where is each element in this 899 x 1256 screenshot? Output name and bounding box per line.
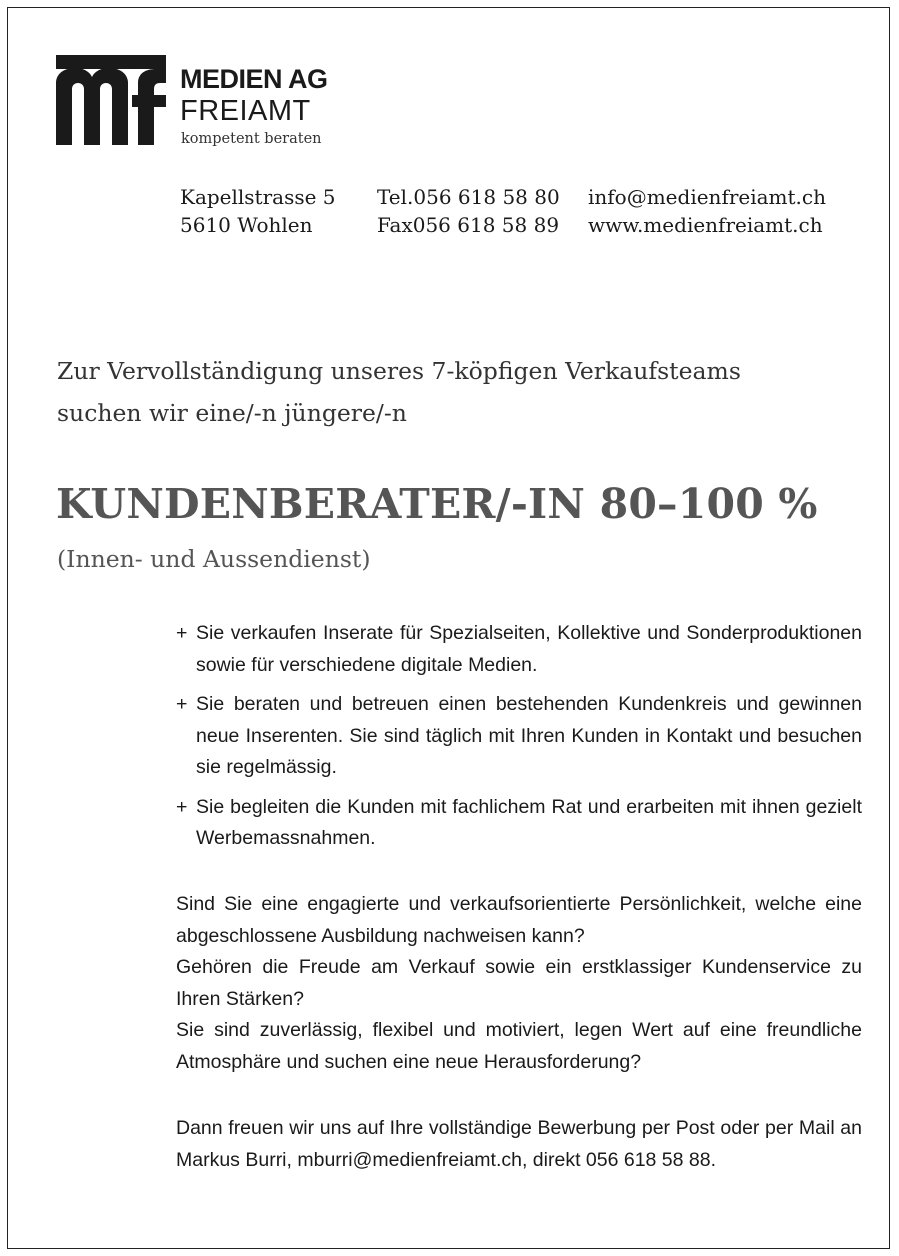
contact-phones xyxy=(377,183,560,239)
contact-city: 5610 Wohlen xyxy=(180,213,313,237)
list-item-text: Sie begleiten die Kunden mit fachlichem Rat und erarbeiten mit ihnen gezielt Werbemassnahmen. xyxy=(196,795,862,849)
closing-paragraph: Dann freuen wir uns auf Ihre vollständige Bewerbung per Post oder per Mail an Markus Burri, mburri@medienfreiamt.ch, direkt 056 618 58 88. xyxy=(176,1117,862,1171)
requirement-line: Gehören die Freude am Verkauf sowie ein erstklassiger Kundenservice zu Ihren Stärken? xyxy=(176,956,862,1010)
contact-tel: Tel.056 618 58 80 xyxy=(377,185,560,209)
job-title-headline: KUNDENBERATER/-IN 80–100 % xyxy=(56,480,818,528)
contact-online xyxy=(588,183,826,239)
logo-region-name: FREIAMT xyxy=(180,95,311,127)
plus-icon: + xyxy=(176,693,188,715)
mf-logo-icon xyxy=(56,55,166,145)
logo-tagline: kompetent beraten xyxy=(181,131,322,147)
logo-company-name: MEDIEN AG xyxy=(180,64,328,94)
list-item-text: Sie beraten und betreuen einen bestehenden Kundenkreis und gewinnen neue Inserenten. Sie sind täglich mit Ihren Kunden in Kontakt und besuchen sie regelmässig. xyxy=(196,693,862,778)
ad-intro xyxy=(57,350,862,434)
contact-address xyxy=(180,183,336,239)
contact-web-link[interactable]: www.medienfreiamt.ch xyxy=(588,213,823,237)
contact-street: Kapellstrasse 5 xyxy=(180,185,336,209)
requirement-line: Sie sind zuverlässig, flexibel und motiviert, legen Wert auf eine freundliche Atmosphäre und suchen eine neue Herausforderung? xyxy=(176,1019,862,1073)
requirement-line: Sind Sie eine engagierte und verkaufsorientierte Persönlichkeit, welche eine abgeschlossene Ausbildung nachweisen kann? xyxy=(176,893,862,947)
plus-icon: + xyxy=(176,622,188,644)
intro-line-1: Zur Vervollständigung unseres 7-köpfigen Verkaufsteams xyxy=(57,357,741,385)
requirements-paragraph xyxy=(176,889,862,1078)
task-list xyxy=(176,618,862,863)
plus-icon: + xyxy=(176,795,188,818)
list-item xyxy=(176,792,862,855)
intro-line-2: suchen wir eine/-n jüngere/-n xyxy=(57,399,407,427)
list-item-text: Sie verkaufen Inserate für Spezialseiten, Kollektive und Sonderproduktionen sowie für verschiedene digitale Medien. xyxy=(196,622,862,676)
list-item xyxy=(176,618,862,681)
job-subheadline: (Innen- und Aussendienst) xyxy=(57,545,371,573)
contact-email-link[interactable]: info@medienfreiamt.ch xyxy=(588,185,826,209)
list-item xyxy=(176,689,862,784)
contact-fax: Fax056 618 58 89 xyxy=(377,213,560,237)
